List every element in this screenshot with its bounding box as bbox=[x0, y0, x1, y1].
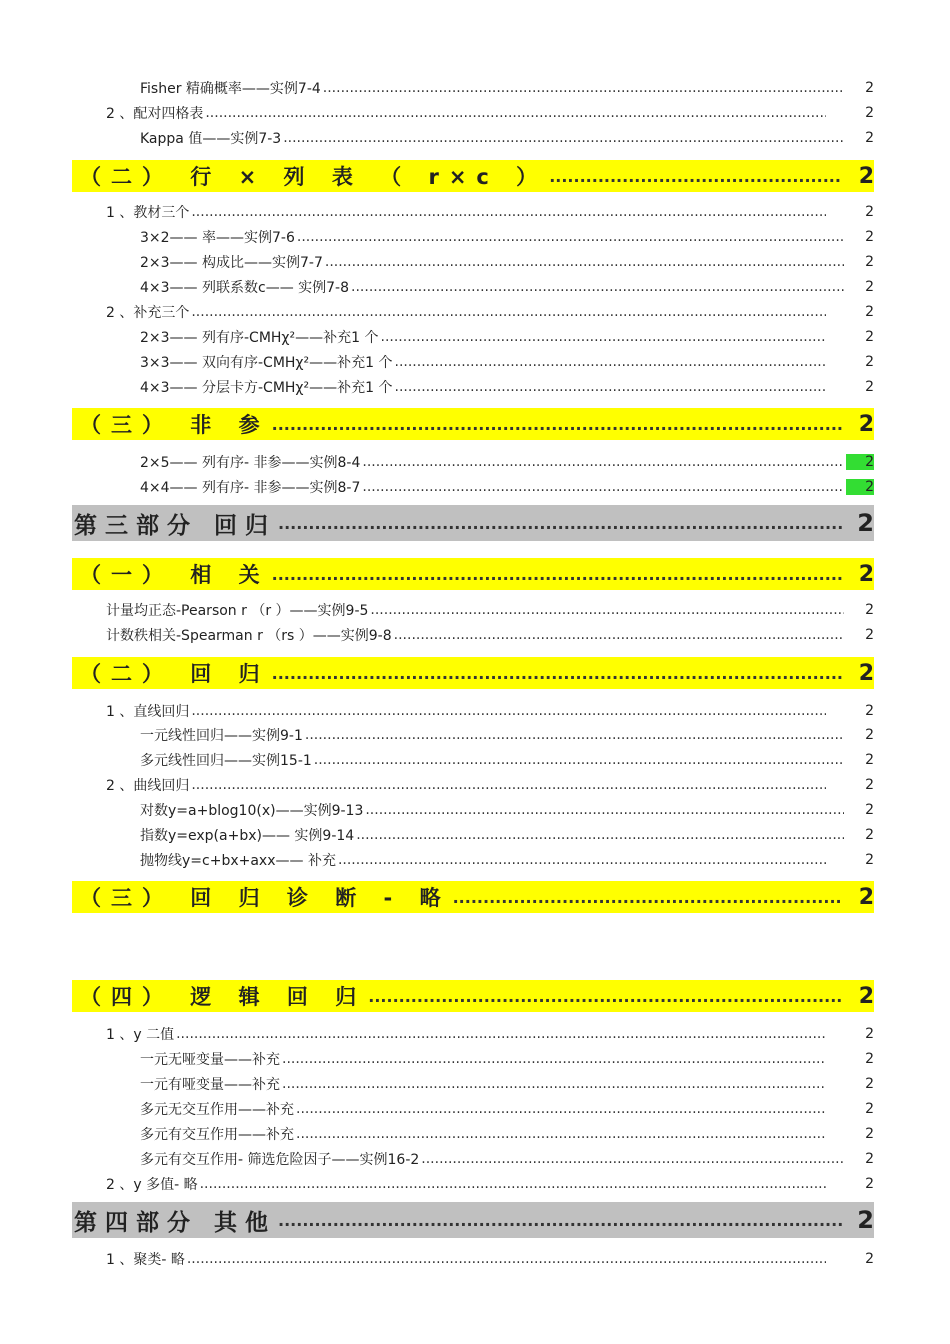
toc-entry[interactable] bbox=[72, 199, 874, 224]
toc-entry[interactable] bbox=[72, 125, 874, 150]
toc-entry[interactable] bbox=[72, 1121, 874, 1146]
toc-title: 抛物线y=c+bx+axx—— 补充 bbox=[140, 852, 336, 869]
toc-page-number: 2 bbox=[846, 479, 874, 495]
toc-title: 2×3—— 列有序-CMHχ²——补充1 个 bbox=[140, 329, 379, 346]
toc-title: 1 、教材三个 bbox=[106, 204, 190, 221]
leader-dots bbox=[191, 204, 826, 220]
leader-dots bbox=[278, 1211, 842, 1230]
toc-title: 计数秩相关-Spearman r （rs ）——实例9-8 bbox=[106, 627, 392, 644]
leader-dots bbox=[368, 987, 842, 1006]
toc-title: 4×4—— 列有序- 非参——实例8-7 bbox=[140, 479, 361, 496]
toc-title: 对数y=a+blog10(x)——实例9-13 bbox=[140, 802, 364, 819]
toc-part-heading[interactable] bbox=[72, 1202, 874, 1238]
toc-title: 2 、配对四格表 bbox=[106, 105, 204, 122]
leader-dots bbox=[305, 727, 844, 743]
toc-page-number: 2 bbox=[858, 660, 874, 686]
toc-entry[interactable] bbox=[72, 622, 874, 647]
toc-page-number: 2 bbox=[865, 79, 874, 96]
toc-section-heading[interactable] bbox=[72, 657, 874, 689]
toc-page-number: 2 bbox=[865, 1125, 874, 1142]
toc-entry[interactable] bbox=[72, 847, 874, 872]
leader-dots bbox=[296, 1101, 826, 1117]
toc-title: Kappa 值——实例7-3 bbox=[140, 130, 282, 147]
toc-entry[interactable] bbox=[72, 274, 874, 299]
toc-section-heading[interactable] bbox=[72, 558, 874, 590]
toc-entry[interactable] bbox=[72, 249, 874, 274]
toc-title: 计量均正态-Pearson r （r ）——实例9-5 bbox=[106, 602, 369, 619]
toc-title: 第三部分 回归 bbox=[74, 512, 277, 539]
toc-title: 4×3—— 列联系数c—— 实例7-8 bbox=[140, 279, 350, 296]
leader-dots bbox=[282, 1051, 826, 1067]
toc-title: 1 、y 二值 bbox=[106, 1026, 175, 1043]
toc-entry[interactable] bbox=[72, 722, 874, 747]
toc-title: 1 、聚类- 略 bbox=[106, 1251, 185, 1268]
leader-dots bbox=[176, 1026, 826, 1042]
toc-page-number: 2 bbox=[865, 1025, 874, 1042]
leader-dots bbox=[283, 130, 844, 146]
leader-dots bbox=[453, 888, 842, 907]
toc-title: 2 、y 多值- 略 bbox=[106, 1176, 198, 1193]
toc-page-number: 2 bbox=[865, 601, 874, 618]
toc-title: 一元无哑变量——补充 bbox=[140, 1051, 280, 1068]
toc-title: 2 、曲线回归 bbox=[106, 777, 190, 794]
toc-page-number: 2 bbox=[865, 851, 874, 868]
toc-title: 多元线性回归——实例15-1 bbox=[140, 752, 312, 769]
toc-entry[interactable] bbox=[72, 1171, 874, 1196]
leader-dots bbox=[395, 354, 827, 370]
toc-entry[interactable] bbox=[72, 698, 874, 723]
toc-entry[interactable] bbox=[72, 597, 874, 622]
leader-dots bbox=[323, 80, 844, 96]
toc-title: 一元有哑变量——补充 bbox=[140, 1076, 280, 1093]
toc-section-heading[interactable] bbox=[72, 160, 874, 192]
toc-page-number: 2 bbox=[865, 1075, 874, 1092]
toc-title: （二） 行 × 列 表 （ r×c ） bbox=[80, 165, 548, 189]
toc-title: 2×5—— 列有序- 非参——实例8-4 bbox=[140, 454, 361, 471]
toc-part-heading[interactable] bbox=[72, 505, 874, 541]
leader-dots bbox=[296, 1126, 826, 1142]
leader-dots bbox=[187, 1251, 826, 1267]
toc-title: Fisher 精确概率——实例7-4 bbox=[140, 80, 321, 97]
toc-page-number: 2 bbox=[865, 203, 874, 220]
leader-dots bbox=[314, 752, 844, 768]
toc-section-heading[interactable] bbox=[72, 980, 874, 1012]
toc-page-number: 2 bbox=[865, 1250, 874, 1267]
leader-dots bbox=[365, 802, 844, 818]
toc-title: （二） 回 归 bbox=[80, 662, 270, 686]
toc-page-number: 2 bbox=[857, 509, 874, 537]
toc-title: 多元无交互作用——补充 bbox=[140, 1101, 294, 1118]
toc-page-number: 2 bbox=[865, 1050, 874, 1067]
leader-dots bbox=[272, 565, 842, 584]
toc-title: （三） 回 归 诊 断 - 略 bbox=[80, 886, 451, 910]
toc-page-number: 2 bbox=[865, 328, 874, 345]
leader-dots bbox=[272, 415, 842, 434]
leader-dots bbox=[394, 627, 844, 643]
toc-title: （四） 逻 辑 回 归 bbox=[80, 985, 367, 1009]
toc-entry[interactable] bbox=[72, 299, 874, 324]
toc-page-number: 2 bbox=[865, 278, 874, 295]
toc-section-heading[interactable] bbox=[72, 408, 874, 440]
toc-page-number: 2 bbox=[865, 378, 874, 395]
leader-dots bbox=[381, 329, 827, 345]
leader-dots bbox=[200, 1176, 826, 1192]
toc-page-number: 2 bbox=[858, 983, 874, 1009]
toc-page-number: 2 bbox=[865, 751, 874, 768]
toc-entry[interactable] bbox=[72, 1146, 874, 1171]
toc-title: 多元有交互作用——补充 bbox=[140, 1126, 294, 1143]
toc-entry[interactable] bbox=[72, 324, 874, 349]
toc-entry[interactable] bbox=[72, 1046, 874, 1071]
leader-dots bbox=[362, 479, 844, 495]
toc-entry[interactable] bbox=[72, 772, 874, 797]
toc-entry[interactable] bbox=[72, 1096, 874, 1121]
toc-page-number: 2 bbox=[858, 163, 874, 189]
leader-dots bbox=[370, 602, 844, 618]
leader-dots bbox=[191, 703, 826, 719]
leader-dots bbox=[205, 105, 826, 121]
toc-entry[interactable] bbox=[72, 1021, 874, 1046]
leader-dots bbox=[421, 1151, 844, 1167]
leader-dots bbox=[191, 777, 826, 793]
toc-page-number: 2 bbox=[865, 228, 874, 245]
toc-page-number: 2 bbox=[865, 801, 874, 818]
leader-dots bbox=[338, 852, 826, 868]
toc-entry[interactable] bbox=[72, 747, 874, 772]
toc-page-number: 2 bbox=[865, 353, 874, 370]
toc-page-number: 2 bbox=[865, 1100, 874, 1117]
leader-dots bbox=[362, 454, 844, 470]
leader-dots bbox=[191, 304, 826, 320]
toc-page-number: 2 bbox=[865, 1175, 874, 1192]
toc-title: 第四部分 其他 bbox=[74, 1209, 277, 1236]
toc-entry[interactable] bbox=[72, 797, 874, 822]
toc-title: 1 、直线回归 bbox=[106, 703, 190, 720]
toc-entry[interactable] bbox=[72, 474, 874, 499]
leader-dots bbox=[325, 254, 844, 270]
toc-page-number: 2 bbox=[865, 826, 874, 843]
toc-page-number: 2 bbox=[858, 561, 874, 587]
leader-dots bbox=[272, 664, 842, 683]
toc-page-number: 2 bbox=[846, 454, 874, 470]
toc-title: 指数y=exp(a+bx)—— 实例9-14 bbox=[140, 827, 355, 844]
leader-dots bbox=[297, 229, 844, 245]
toc-title: 一元线性回归——实例9-1 bbox=[140, 727, 303, 744]
toc-page-number: 2 bbox=[858, 884, 874, 910]
toc-title: （一） 相 关 bbox=[80, 563, 270, 587]
toc-entry[interactable] bbox=[72, 224, 874, 249]
leader-dots bbox=[351, 279, 844, 295]
toc-title: 多元有交互作用- 筛选危险因子——实例16-2 bbox=[140, 1151, 420, 1168]
toc-page-number: 2 bbox=[865, 702, 874, 719]
toc-entry[interactable] bbox=[72, 75, 874, 100]
toc-page-number: 2 bbox=[865, 776, 874, 793]
toc-page-number: 2 bbox=[865, 1150, 874, 1167]
toc-entry[interactable] bbox=[72, 349, 874, 374]
leader-dots bbox=[356, 827, 844, 843]
toc-entry[interactable] bbox=[72, 100, 874, 125]
leader-dots bbox=[549, 167, 842, 186]
toc-entry[interactable] bbox=[72, 449, 874, 474]
toc-title: 2 、补充三个 bbox=[106, 304, 190, 321]
toc-page-number: 2 bbox=[865, 626, 874, 643]
toc-page-number: 2 bbox=[865, 726, 874, 743]
toc-page-number: 2 bbox=[865, 129, 874, 146]
toc-page-number: 2 bbox=[857, 1206, 874, 1234]
toc-entry[interactable] bbox=[72, 1246, 874, 1271]
toc-page-number: 2 bbox=[865, 253, 874, 270]
leader-dots bbox=[278, 514, 842, 533]
toc-entry[interactable] bbox=[72, 822, 874, 847]
toc-title: 3×2—— 率——实例7-6 bbox=[140, 229, 295, 246]
toc-page-number: 2 bbox=[865, 303, 874, 320]
toc-title: 3×3—— 双向有序-CMHχ²——补充1 个 bbox=[140, 354, 393, 371]
toc-entry[interactable] bbox=[72, 1071, 874, 1096]
toc-title: 2×3—— 构成比——实例7-7 bbox=[140, 254, 323, 271]
leader-dots bbox=[395, 379, 827, 395]
toc-page-number: 2 bbox=[865, 104, 874, 121]
toc-entry[interactable] bbox=[72, 374, 874, 399]
toc-title: （三） 非 参 bbox=[80, 413, 270, 437]
toc-title: 4×3—— 分层卡方-CMHχ²——补充1 个 bbox=[140, 379, 393, 396]
toc-page-number: 2 bbox=[858, 411, 874, 437]
leader-dots bbox=[282, 1076, 826, 1092]
toc-section-heading[interactable] bbox=[72, 881, 874, 913]
